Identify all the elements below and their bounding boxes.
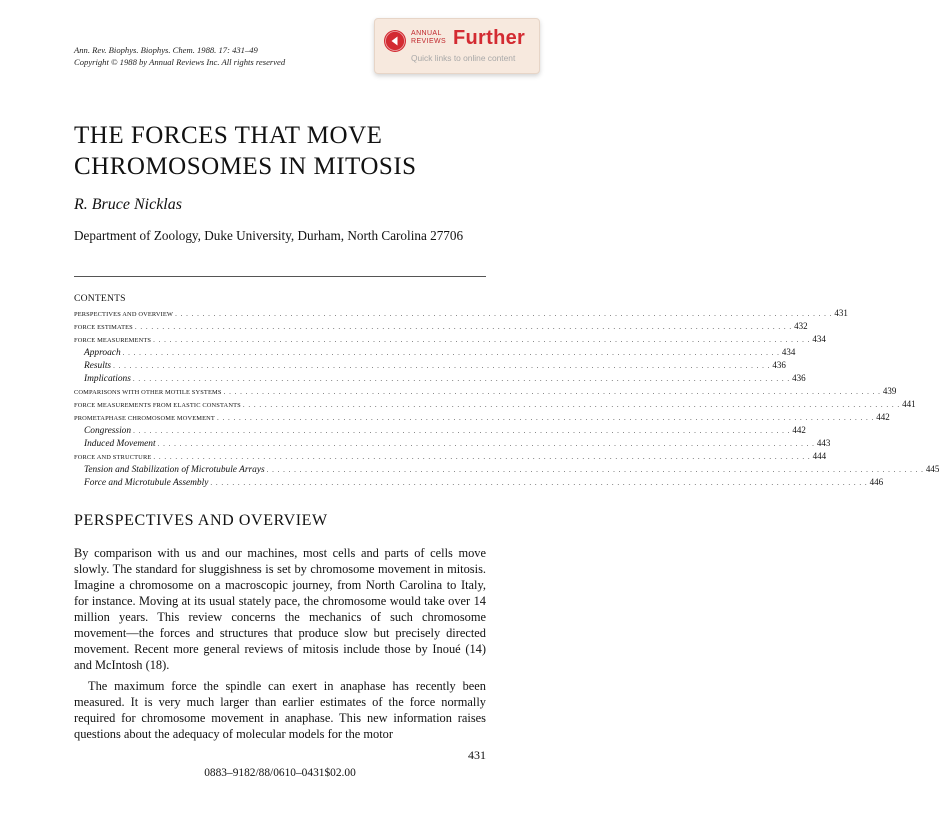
banner-further-text: Further [453,27,526,49]
toc-entry[interactable] [74,399,916,410]
toc-entry-page: 431 [834,308,848,318]
table-of-contents [74,308,939,488]
toc-leader-dots: . . . . . . . . . . . . . . . . . . . . . . . . . . . . . . . . . . . . . . . . . . . . . . . . . . . . . . . . . . . . . . . . . . . . . . . . . . . . . . . . . . . . . . . . . . . . . . . . . . . . . . . . . . . . . . . . . . . . . . . . [175,310,833,318]
toc-entry[interactable] [74,477,884,488]
toc-entry-page: 441 [902,399,916,409]
annual-reviews-further-banner[interactable] [374,18,540,74]
body-paragraph-1: By comparison with us and our machines, most cells and parts of cells move slowly. The standard for sluggishness is set by chromosome movement in mitosis. Imagine a chromosome on a macroscopic journey, from North Carolina to Italy, for instance. Moving at its usual stately pace, the chromosome would take over 14 million years. This review concerns the mechanics of such chromosome movement—the forces and structures that produce slow but precisely directed movement. Recent more general reviews of mitosis include those by Inoué (14) and McIntosh (18). [74,546,486,672]
toc-entry[interactable] [74,373,806,384]
toc-entry[interactable] [74,464,939,475]
page-number: 431 [468,748,486,762]
section-heading: PERSPECTIVES AND OVERVIEW [74,512,328,529]
header-divider [74,276,486,277]
toc-entry[interactable] [74,360,786,371]
toc-entry-page: 439 [882,386,897,396]
toc-entry-page: 445 [925,464,939,474]
title-line-1: THE FORCES THAT MOVE [74,122,383,149]
toc-entry-label: FORCE AND STRUCTURE [74,454,152,461]
toc-entry-label: Implications [84,374,131,384]
toc-leader-dots: . . . . . . . . . . . . . . . . . . . . . . . . . . . . . . . . . . . . . . . . . . . . . . . . . . . . . . . . . . . . . . . . . . . . . . . . . . . . . . . . . . . . . . . . . . . . . . . . . . . . . . . . . . . . . . . . . . . . . . . . [153,453,811,461]
toc-entry[interactable] [74,386,897,397]
citation-line-2: Copyright © 1988 by Annual Reviews Inc. All rights reserved [74,57,286,67]
toc-entry-page: 442 [876,412,890,422]
toc-entry-page: 446 [869,477,884,487]
journal-citation [74,44,285,68]
author-name: R. Bruce Nicklas [74,196,182,213]
contents-heading: CONTENTS [74,293,126,304]
toc-leader-dots: . . . . . . . . . . . . . . . . . . . . . . . . . . . . . . . . . . . . . . . . . . . . . . . . . . . . . . . . . . . . . . . . . . . . . . . . . . . . . . . . . . . . . . . . . . . . . . . . . . . . . . . . . . . . . . . . . . . . . . . . [210,479,868,487]
toc-entry-label: FORCE MEASUREMENTS FROM ELASTIC CONSTANTS [74,402,241,409]
toc-entry-label: FORCE ESTIMATES [74,324,133,331]
toc-entry[interactable] [74,334,826,345]
toc-leader-dots: . . . . . . . . . . . . . . . . . . . . . . . . . . . . . . . . . . . . . . . . . . . . . . . . . . . . . . . . . . . . . . . . . . . . . . . . . . . . . . . . . . . . . . . . . . . . . . . . . . . . . . . . . . . . . . . . . . . . . . . . [122,349,780,357]
toc-entry-page: 442 [792,425,806,435]
toc-entry[interactable] [74,451,827,462]
toc-entry[interactable] [74,412,890,423]
toc-entry-label: Tension and Stabilization of Microtubule Arrays [84,465,265,475]
title-line-2: CHROMOSOMES IN MITOSIS [74,153,417,180]
toc-entry-label: Results [84,361,112,371]
banner-small-line-1: ANNUAL [411,30,442,37]
toc-leader-dots: . . . . . . . . . . . . . . . . . . . . . . . . . . . . . . . . . . . . . . . . . . . . . . . . . . . . . . . . . . . . . . . . . . . . . . . . . . . . . . . . . . . . . . . . . . . . . . . . . . . . . . . . . . . . . . . . . . . . . . . . [242,401,901,409]
toc-leader-dots: . . . . . . . . . . . . . . . . . . . . . . . . . . . . . . . . . . . . . . . . . . . . . . . . . . . . . . . . . . . . . . . . . . . . . . . . . . . . . . . . . . . . . . . . . . . . . . . . . . . . . . . . . . . . . . . . . . . . . . . . [134,323,793,331]
toc-entry[interactable] [74,425,806,436]
toc-leader-dots: . . . . . . . . . . . . . . . . . . . . . . . . . . . . . . . . . . . . . . . . . . . . . . . . . . . . . . . . . . . . . . . . . . . . . . . . . . . . . . . . . . . . . . . . . . . . . . . . . . . . . . . . . . . . . . . . . . . . . . . . [266,466,924,474]
author-affiliation: Department of Zoology, Duke University, Durham, North Carolina 27706 [74,228,464,243]
toc-entry-page: 432 [794,321,808,331]
banner-small-line-2: REVIEWS [411,38,447,45]
body-paragraph-2: The maximum force the spindle can exert in anaphase has recently been measured. It is very much larger than earlier estimates of the force normally required for chromosome movement in anaphase. This new information raises questions about the adequacy of molecular models for the motor [74,679,486,741]
toc-entry-page: 444 [812,451,827,461]
toc-entry-page: 434 [781,347,796,357]
citation-line-1: Ann. Rev. Biophys. Biophys. Chem. 1988. 17: 431–49 [74,45,258,55]
toc-leader-dots: . . . . . . . . . . . . . . . . . . . . . . . . . . . . . . . . . . . . . . . . . . . . . . . . . . . . . . . . . . . . . . . . . . . . . . . . . . . . . . . . . . . . . . . . . . . . . . . . . . . . . . . . . . . . . . . . . . . . . . . . [153,336,811,344]
toc-leader-dots: . . . . . . . . . . . . . . . . . . . . . . . . . . . . . . . . . . . . . . . . . . . . . . . . . . . . . . . . . . . . . . . . . . . . . . . . . . . . . . . . . . . . . . . . . . . . . . . . . . . . . . . . . . . . . . . . . . . . . . . . [223,388,881,396]
toc-entry-label: FORCE MEASUREMENTS [74,337,152,344]
article-title [74,120,417,182]
toc-entry-label: Congression [84,426,132,436]
toc-entry-label: Approach [84,348,121,358]
toc-entry[interactable] [74,321,808,332]
toc-entry-page: 436 [792,373,806,383]
toc-entry-label: PROMETAPHASE CHROMOSOME MOVEMENT [74,415,215,422]
toc-entry[interactable] [74,438,831,449]
toc-entry[interactable] [74,347,796,358]
banner-tagline: Quick links to online content [411,53,516,63]
toc-entry-page: 443 [816,438,831,448]
banner-publisher [411,30,446,46]
toc-entry-label: COMPARISONS WITH OTHER MOTILE SYSTEMS [74,389,222,396]
toc-entry[interactable] [74,308,848,319]
toc-leader-dots: . . . . . . . . . . . . . . . . . . . . . . . . . . . . . . . . . . . . . . . . . . . . . . . . . . . . . . . . . . . . . . . . . . . . . . . . . . . . . . . . . . . . . . . . . . . . . . . . . . . . . . . . . . . . . . . . . . . . . . . . [217,414,875,422]
toc-leader-dots: . . . . . . . . . . . . . . . . . . . . . . . . . . . . . . . . . . . . . . . . . . . . . . . . . . . . . . . . . . . . . . . . . . . . . . . . . . . . . . . . . . . . . . . . . . . . . . . . . . . . . . . . . . . . . . . . . . . . . . . . [113,362,771,370]
play-icon [384,30,406,52]
toc-entry-page: 436 [772,360,786,370]
toc-entry-label: Force and Microtubule Assembly [84,478,209,488]
issn-code: 0883–9182/88/0610–0431$02.00 [204,767,356,779]
toc-entry-page: 434 [812,334,826,344]
toc-leader-dots: . . . . . . . . . . . . . . . . . . . . . . . . . . . . . . . . . . . . . . . . . . . . . . . . . . . . . . . . . . . . . . . . . . . . . . . . . . . . . . . . . . . . . . . . . . . . . . . . . . . . . . . . . . . . . . . . . . . . . . . . [133,427,791,435]
toc-entry-label: Induced Movement [84,439,156,449]
toc-leader-dots: . . . . . . . . . . . . . . . . . . . . . . . . . . . . . . . . . . . . . . . . . . . . . . . . . . . . . . . . . . . . . . . . . . . . . . . . . . . . . . . . . . . . . . . . . . . . . . . . . . . . . . . . . . . . . . . . . . . . . . . . [132,375,791,383]
toc-entry-label: PERSPECTIVES AND OVERVIEW [74,311,174,318]
toc-leader-dots: . . . . . . . . . . . . . . . . . . . . . . . . . . . . . . . . . . . . . . . . . . . . . . . . . . . . . . . . . . . . . . . . . . . . . . . . . . . . . . . . . . . . . . . . . . . . . . . . . . . . . . . . . . . . . . . . . . . . . . . . [157,440,815,448]
